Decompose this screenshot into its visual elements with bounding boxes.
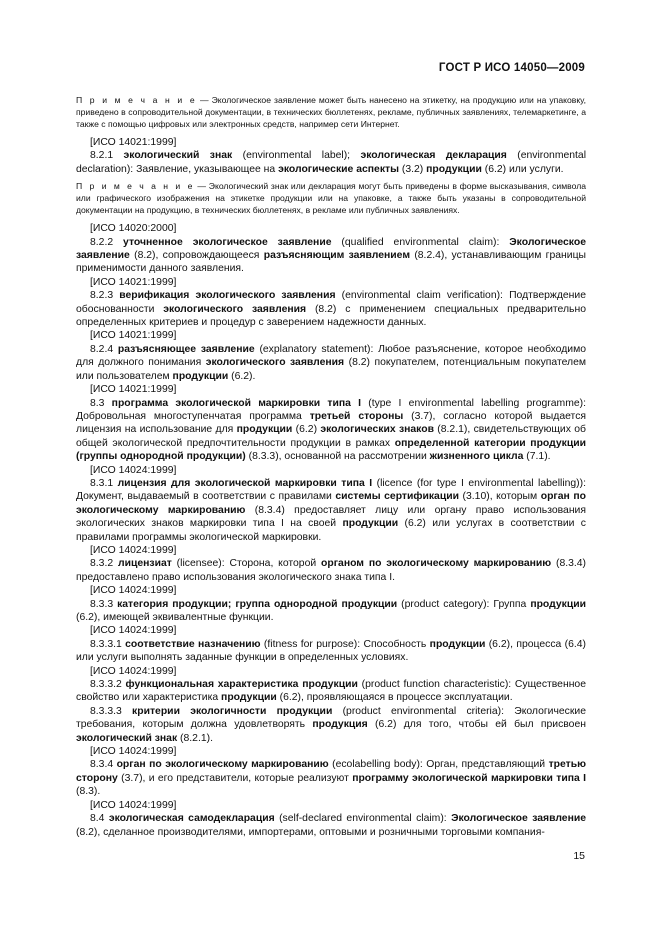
term-8-3-3: 8.3.3 категория продукции; группа однородной продукции (product category): Группа продукции (6.2), имеющей эквивалентные функции.	[76, 598, 587, 623]
reference: [ИСО 14024:1999]	[90, 625, 177, 637]
reference: [ИСО 14024:1999]	[90, 585, 177, 597]
reference: [ИСО 14024:1999]	[90, 799, 177, 811]
reference: [ИСО 14024:1999]	[90, 665, 177, 677]
document-body	[76, 94, 586, 839]
term-8-4: 8.4 экологическая самодекларация (self-declared environmental claim): Экологическое заявление (8.2), сделанное производителями, импортерами, оптовыми и розничными торговыми компания-	[76, 813, 587, 838]
term-8-2-1: 8.2.1 экологический знак (environmental label); экологическая декларация (environmental declaration): Заявление, указывающее на экологические аспекты (3.2) продукции (6.2) или услуги.	[76, 150, 587, 175]
reference: [ИСО 14024:1999]	[90, 746, 177, 758]
reference: [ИСО 14021:1999]	[90, 137, 177, 148]
reference: [ИСО 14021:1999]	[90, 276, 177, 288]
reference: [ИСО 14024:1999]	[90, 544, 177, 556]
term-8-2-2: 8.2.2 уточненное экологическое заявление (qualified environmental claim): Экологическое заявление (8.2), сопровождающееся разъясняющим заявлением (8.2.4), устанавливающим границы применимости данного заявления.	[76, 236, 586, 275]
reference: [ИСО 14020:2000]	[90, 223, 177, 235]
term-8-3-2: 8.3.2 лицензиат (licensee): Сторона, которой органом по экологическому маркированию (8.3.4) предоставлено право использования экологического знака типа I.	[76, 558, 587, 583]
term-8-2-4: 8.2.4 разъясняющее заявление (explanatory statement): Любое разъяснение, которое необходимо для должного понимания экологического заявления (8.2) покупателем, потенциальным покупателем или пользователем продукции (6.2).	[76, 343, 587, 382]
standard-header: ГОСТ Р ИСО 14050—2009	[438, 62, 585, 74]
reference: [ИСО 14021:1999]	[90, 330, 177, 342]
note-1: П р и м е ч а н и е — Экологическое заявление может быть нанесено на этикетку, на продукцию или на упаковку, приведено в сопроводительной документации, в технических бюллетенях, рекламе, публичных заявлениях, телемаркетинге, а также с помощью цифровых или электронных средств, например сети Интернет.	[76, 95, 587, 129]
reference: [ИСО 14024:1999]	[90, 464, 177, 476]
note-2: П р и м е ч а н и е — Экологический знак или декларация могут быть приведены в форме высказывания, символа или графического изображения на этикетке продукции или на упаковке, а также быть указаны в сопроводительной документации на продукцию, в технических бюллетенях, в рекламе или публичных заявлениях.	[76, 181, 586, 216]
term-8-3-3-1: 8.3.3.1 соответствие назначению (fitness for purpose): Способность продукции (6.2), процесса (6.4) или услуги выполнять заданные функции в определенных условиях.	[76, 638, 587, 664]
term-8-3-4: 8.3.4 орган по экологическому маркированию (ecolabelling body): Орган, представляющий третью сторону (3.7), и его представители, которые реализуют программу экологической маркировки типа I (8.3).	[76, 759, 586, 798]
term-8-3-3-3: 8.3.3.3 критерии экологичности продукции (product environmental criteria): Экологические требования, которым должна удовлетворять продукция (6.2) для того, чтобы ей был присвоен экологический знак (8.2.1).	[76, 705, 586, 744]
reference: [ИСО 14021:1999]	[90, 384, 177, 396]
term-8-3: 8.3 программа экологической маркировки типа I (type I environmental labelling programme): Добровольная многоступенчатая программа третьей стороны (3.7), согласно которой выдается лицензия на использование для продукции (6.2) экологических знаков (8.2.1), свидетельствующих об общей экологической предпочтительности продукции в рамках определенной категории продукции (группы однородной продукции) (8.3.3), основанной на рассмотрении жизненного цикла (7.1).	[76, 397, 587, 463]
term-8-3-1: 8.3.1 лицензия для экологической маркировки типа I (licence (for type I environmental labelling)): Документ, выдаваемый в соответствии с правилами системы сертификации (3.10), которым орган по экологическому маркированию (8.3.4) предоставляет лицу или органу право использования экологических знаков маркировки типа I на своей продукции (6.2) или услугах в соответствии с правилами программы экологической маркировки.	[76, 477, 586, 543]
term-8-2-3: 8.2.3 верификация экологического заявления (environmental claim verification): Подтверждение обоснованности экологического заявления (8.2) с применением специальных предварительно определенных критериев и процедур с заверением надежности данных.	[76, 290, 587, 329]
page-number: 15	[573, 850, 585, 862]
term-8-3-3-2: 8.3.3.2 функциональная характеристика продукции (product function characteristic): Существенное свойство или характеристика продукции (6.2), проявляющаяся в процессе эксплуатации.	[76, 679, 586, 704]
